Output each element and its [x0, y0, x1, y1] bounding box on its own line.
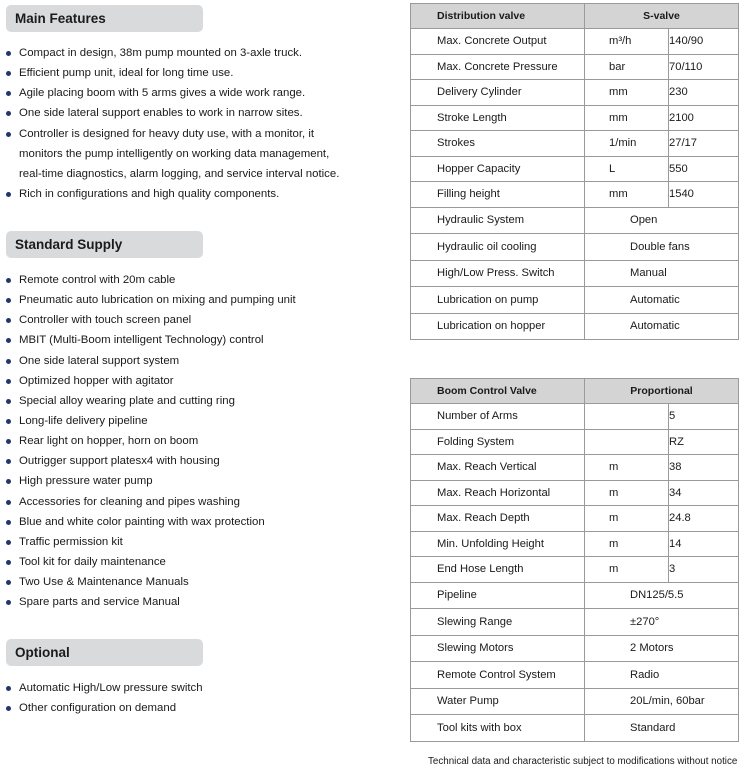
table-row: [411, 105, 739, 131]
bullet-dot-icon: [6, 111, 11, 116]
bullet-dot-icon: [6, 192, 11, 197]
list-item: [5, 678, 203, 698]
list-item: [5, 330, 296, 350]
table-cell: L: [585, 156, 669, 182]
table-cell: Automatic: [585, 313, 739, 340]
list-item-text: Controller is designed for heavy duty use, with a monitor, it: [19, 127, 315, 140]
table-row: [411, 29, 739, 55]
bullet-dot-icon: [6, 600, 11, 605]
list-item: [5, 592, 296, 612]
table-cell: m: [585, 531, 669, 557]
table-header-cell: Proportional: [585, 379, 739, 404]
bullet-dot-icon: [6, 439, 11, 444]
list-item-text: Optimized hopper with agitator: [19, 374, 174, 387]
table-cell: High/Low Press. Switch: [411, 260, 585, 287]
table-row: [411, 260, 739, 287]
list-item-text: One side lateral support enables to work in narrow sites.: [19, 107, 303, 120]
boom-control-valve-table: [410, 378, 739, 742]
table-cell: Max. Reach Horizontal: [411, 480, 585, 506]
bullet-dot-icon: [6, 278, 11, 283]
table-row: [411, 429, 739, 455]
list-item-text: Rich in configurations and high quality components.: [19, 187, 280, 200]
list-item: [5, 451, 296, 471]
bullet-dot-icon: [6, 520, 11, 525]
table-cell: m: [585, 480, 669, 506]
table-header-cell: S-valve: [585, 4, 739, 29]
list-item: [5, 184, 339, 204]
table-cell: m: [585, 506, 669, 532]
table-cell: Hydraulic oil cooling: [411, 234, 585, 261]
list-item: [5, 512, 296, 532]
bullet-dot-icon: [6, 379, 11, 384]
table-row: [411, 715, 739, 742]
table-header-row: [411, 379, 739, 404]
table-cell: Lubrication on hopper: [411, 313, 585, 340]
bullet-dot-icon: [6, 51, 11, 56]
list-item: [5, 83, 339, 103]
table-cell: Hopper Capacity: [411, 156, 585, 182]
table-header-cell: Distribution valve: [411, 4, 585, 29]
table-cell: Max. Concrete Pressure: [411, 54, 585, 80]
table-row: [411, 131, 739, 157]
list-item: [5, 124, 339, 144]
table-cell: 27/17: [669, 131, 739, 157]
table-row: [411, 404, 739, 430]
bullet-dot-icon: [6, 91, 11, 96]
table-cell: Delivery Cylinder: [411, 80, 585, 106]
list-item-text: real-time diagnostics, alarm logging, and service interval notice.: [19, 167, 340, 180]
bullet-dot-icon: [6, 318, 11, 323]
table-cell: 14: [669, 531, 739, 557]
bullet-dot-icon: [6, 706, 11, 711]
list-item: [5, 103, 339, 123]
table-cell: [585, 404, 669, 430]
bullet-dot-icon: [6, 540, 11, 545]
table-row: [411, 582, 739, 609]
table-cell: Standard: [585, 715, 739, 742]
table-cell: RZ: [669, 429, 739, 455]
table-cell: mm: [585, 105, 669, 131]
table-cell: mm: [585, 182, 669, 208]
list-item: [5, 532, 296, 552]
list-item-text: Rear light on hopper, horn on boom: [19, 435, 199, 448]
table-cell: m: [585, 455, 669, 481]
list-item-text: Outrigger support platesx4 with housing: [19, 455, 220, 468]
table-cell: Folding System: [411, 429, 585, 455]
table-cell: Pipeline: [411, 582, 585, 609]
list-item: [5, 63, 339, 83]
list-item: [5, 371, 296, 391]
list-item: [5, 411, 296, 431]
bullet-dot-icon: [6, 419, 11, 424]
table-cell: 2100: [669, 105, 739, 131]
table-cell: Radio: [585, 662, 739, 689]
table-row: [411, 207, 739, 234]
table-cell: DN125/5.5: [585, 582, 739, 609]
list-item: [5, 290, 296, 310]
bullet-dot-icon: [6, 479, 11, 484]
list-item-text: Accessories for cleaning and pipes washing: [19, 495, 240, 508]
bullet-dot-icon: [6, 399, 11, 404]
list-item: [5, 431, 296, 451]
table-row: [411, 480, 739, 506]
table-row: [411, 557, 739, 583]
list-item-text: Special alloy wearing plate and cutting ring: [19, 394, 235, 407]
distribution-valve-table: [410, 3, 739, 340]
list-item-text: Other configuration on demand: [19, 702, 177, 715]
table-cell: 3: [669, 557, 739, 583]
table-cell: Min. Unfolding Height: [411, 531, 585, 557]
list-item-text: Agile placing boom with 5 arms gives a wide work range.: [19, 87, 306, 100]
table-cell: Strokes: [411, 131, 585, 157]
table-row: [411, 54, 739, 80]
table-cell: Max. Concrete Output: [411, 29, 585, 55]
list-item: [5, 572, 296, 592]
list-item-text: MBIT (Multi-Boom intelligent Technology) control: [19, 334, 264, 347]
table-cell: mm: [585, 80, 669, 106]
list-item-text: High pressure water pump: [19, 475, 153, 488]
table-cell: Number of Arms: [411, 404, 585, 430]
table-cell: 24.8: [669, 506, 739, 532]
list-item: [5, 43, 339, 63]
table-row: [411, 531, 739, 557]
bullet-dot-icon: [6, 298, 11, 303]
list-item-text: Compact in design, 38m pump mounted on 3-axle truck.: [19, 47, 303, 59]
list-item: [5, 471, 296, 491]
bullet-dot-icon: [6, 500, 11, 505]
optional-list: [5, 678, 203, 718]
table-cell: ±270°: [585, 609, 739, 636]
table-row: [411, 313, 739, 340]
table-cell: bar: [585, 54, 669, 80]
table-cell: Open: [585, 207, 739, 234]
list-item-text: Pneumatic auto lubrication on mixing and pumping unit: [19, 294, 296, 307]
list-item: [5, 552, 296, 572]
list-item-text: Efficient pump unit, ideal for long time use.: [19, 67, 234, 80]
bullet-dot-icon: [6, 359, 11, 364]
table-cell: Manual: [585, 260, 739, 287]
list-item-text: One side lateral support system: [19, 354, 180, 367]
bullet-dot-icon: [6, 459, 11, 464]
list-item-text: Remote control with 20m cable: [19, 274, 176, 286]
table-cell: Water Pump: [411, 688, 585, 715]
section-header-main-features: Main Features: [6, 5, 203, 32]
table-header-cell: Boom Control Valve: [411, 379, 585, 404]
table-row: [411, 635, 739, 662]
list-item-text: Automatic High/Low pressure switch: [19, 682, 203, 694]
table-cell: 2 Motors: [585, 635, 739, 662]
bullet-dot-icon: [6, 580, 11, 585]
section-header-optional: Optional: [6, 639, 203, 666]
table-cell: 34: [669, 480, 739, 506]
table-cell: Automatic: [585, 287, 739, 314]
table-cell: End Hose Length: [411, 557, 585, 583]
table-row: [411, 234, 739, 261]
table-row: [411, 80, 739, 106]
bullet-dot-icon: [6, 338, 11, 343]
table-cell: Slewing Range: [411, 609, 585, 636]
table-row: [411, 287, 739, 314]
table-header-row: [411, 4, 739, 29]
section-header-standard-supply: Standard Supply: [6, 231, 203, 258]
table-cell: [585, 429, 669, 455]
table-row: [411, 688, 739, 715]
table-cell: Max. Reach Depth: [411, 506, 585, 532]
table-cell: Tool kits with box: [411, 715, 585, 742]
table-row: [411, 506, 739, 532]
list-item: [5, 164, 339, 184]
list-item: [5, 270, 296, 290]
table-cell: Slewing Motors: [411, 635, 585, 662]
standard-supply-list: [5, 270, 296, 612]
table-row: [411, 662, 739, 689]
list-item-text: Controller with touch screen panel: [19, 314, 192, 327]
table-cell: 1/min: [585, 131, 669, 157]
table-cell: m³/h: [585, 29, 669, 55]
table-cell: 38: [669, 455, 739, 481]
table-cell: Stroke Length: [411, 105, 585, 131]
list-item: [5, 391, 296, 411]
list-item-text: Tool kit for daily maintenance: [19, 555, 166, 568]
table-row: [411, 182, 739, 208]
table-cell: 230: [669, 80, 739, 106]
list-item-text: Blue and white color painting with wax protection: [19, 515, 265, 528]
table-cell: Lubrication on pump: [411, 287, 585, 314]
table-cell: 20L/min, 60bar: [585, 688, 739, 715]
table-cell: 5: [669, 404, 739, 430]
table-row: [411, 455, 739, 481]
list-item-text: Long-life delivery pipeline: [19, 414, 148, 427]
bullet-dot-icon: [6, 560, 11, 565]
table-cell: 1540: [669, 182, 739, 208]
table-cell: Hydraulic System: [411, 207, 585, 234]
list-item: [5, 351, 296, 371]
footnote: Technical data and characteristic subject to modifications without notice: [428, 756, 738, 767]
table-cell: 70/110: [669, 54, 739, 80]
bullet-dot-icon: [6, 686, 11, 691]
table-cell: Remote Control System: [411, 662, 585, 689]
list-item: [5, 492, 296, 512]
list-item-text: Two Use & Maintenance Manuals: [19, 576, 189, 589]
table-cell: m: [585, 557, 669, 583]
bullet-dot-icon: [6, 132, 11, 137]
table-cell: Filling height: [411, 182, 585, 208]
table-row: [411, 609, 739, 636]
list-item: [5, 698, 203, 718]
bullet-dot-icon: [6, 71, 11, 76]
list-item-text: Spare parts and service Manual: [19, 596, 180, 609]
table-cell: Max. Reach Vertical: [411, 455, 585, 481]
table-cell: 140/90: [669, 29, 739, 55]
table-cell: 550: [669, 156, 739, 182]
list-item: [5, 144, 339, 164]
table-cell: Double fans: [585, 234, 739, 261]
main-features-list: [5, 43, 339, 204]
list-item-text: monitors the pump intelligently on working data management,: [19, 147, 330, 160]
list-item: [5, 310, 296, 330]
table-row: [411, 156, 739, 182]
list-item-text: Traffic permission kit: [19, 535, 123, 548]
